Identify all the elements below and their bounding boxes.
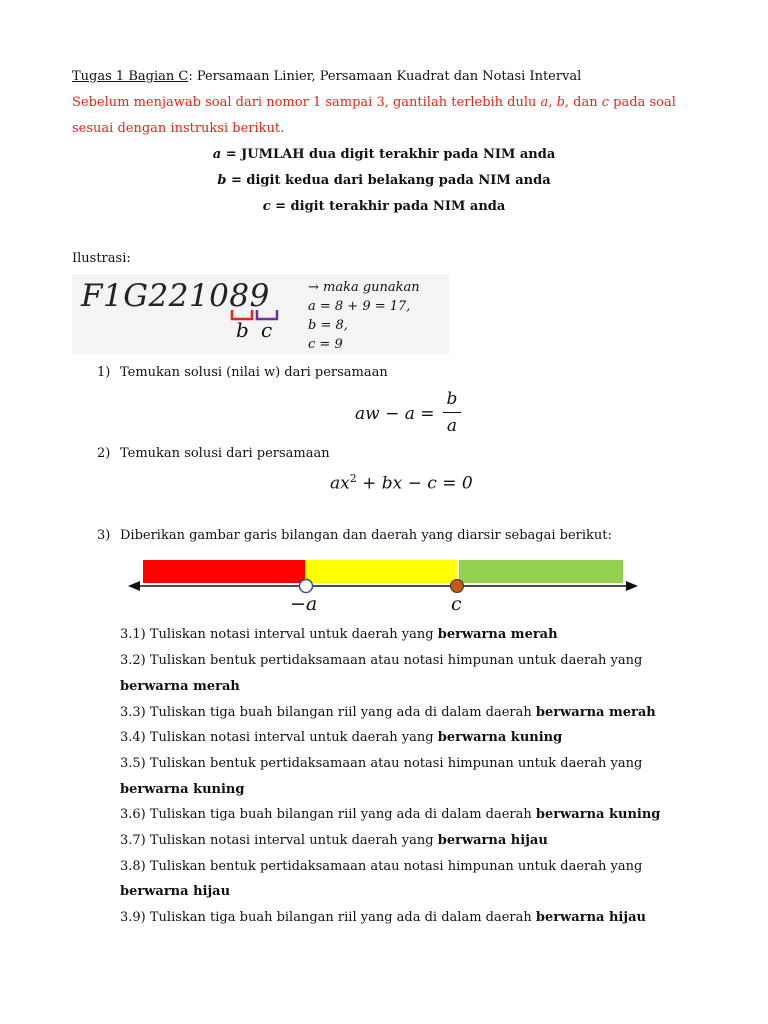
sq-text: 3.3) Tuliskan tiga buah bilangan riil yang ada di dalam daerah	[120, 705, 536, 720]
def-var: c	[262, 199, 271, 214]
sq-text: 3.8) Tuliskan bentuk pertidaksamaan atau notasi himpunan untuk daerah yang	[120, 859, 643, 874]
definition-b	[0, 173, 768, 189]
sq-text: 3.7) Tuliskan notasi interval untuk daerah yang	[120, 833, 438, 848]
title-underlined: Tugas 1 Bagian C	[72, 69, 189, 84]
q1-fraction-denominator: a	[446, 416, 458, 436]
subquestion-3-1	[120, 627, 558, 643]
sq-text: 3.5) Tuliskan bentuk pertidaksamaan atau notasi himpunan untuk daerah yang	[120, 756, 643, 771]
q3-text: Diberikan gambar garis bilangan dan daerah yang diarsir sebagai berikut:	[120, 528, 612, 543]
subquestion-3-4	[120, 730, 562, 746]
sq-text: 3.1) Tuliskan notasi interval untuk daerah yang	[120, 627, 438, 642]
q2-number: 2)	[97, 446, 111, 461]
sq-text: 3.6) Tuliskan tiga buah bilangan riil yang ada di dalam daerah	[120, 807, 536, 822]
subquestion-3-8-cont: berwarna hijau	[120, 884, 231, 899]
q1-text: Temukan solusi (nilai w) dari persamaan	[120, 365, 388, 380]
nim-example: F1G221089	[81, 278, 270, 314]
fraction-bar	[443, 412, 461, 413]
subquestion-3-5-cont: berwarna kuning	[120, 782, 245, 797]
subquestion-3-9	[120, 910, 646, 926]
note-line: → maka gunakan	[308, 280, 420, 295]
illustration-label: Ilustrasi:	[72, 251, 131, 266]
bracket-label-b: b	[236, 318, 249, 342]
left-arrow-icon	[128, 581, 140, 591]
right-arrow-icon	[626, 581, 638, 591]
note-line: c = 9	[308, 337, 343, 352]
red-region	[143, 560, 305, 583]
sq-bold: berwarna hijau	[535, 910, 646, 925]
definition-a	[0, 147, 768, 163]
eq-part: ax	[330, 473, 350, 494]
q1-number: 1)	[97, 365, 111, 380]
subquestion-3-3	[120, 705, 656, 721]
var-c: c	[601, 95, 610, 110]
instruction-line-2: sesuai dengan instruksi berikut.	[72, 121, 285, 136]
sq-bold: berwarna kuning	[535, 807, 661, 822]
instruction-line-1	[72, 95, 676, 111]
eq-exponent: 2	[349, 472, 357, 485]
var-a: a	[540, 95, 549, 110]
subquestion-3-2	[120, 653, 642, 669]
page-title	[72, 69, 581, 85]
sep: ,	[548, 95, 557, 110]
subquestion-3-7	[120, 833, 548, 849]
sq-bold: berwarna hijau	[437, 833, 548, 848]
subquestion-3-8	[120, 859, 642, 875]
q1-fraction-numerator: b	[446, 389, 458, 409]
note-line: b = 8,	[308, 318, 348, 333]
sq-bold: berwarna kuning	[437, 730, 563, 745]
bracket-label-c: c	[261, 318, 273, 342]
label-c: c	[451, 593, 462, 615]
sq-text: 3.4) Tuliskan notasi interval untuk daerah yang	[120, 730, 438, 745]
q3-number: 3)	[97, 528, 111, 543]
subquestion-3-6	[120, 807, 660, 823]
def-var: a	[212, 147, 222, 162]
eq-part: + bx − c = 0	[356, 473, 473, 494]
illustration-note	[308, 278, 420, 354]
definition-c	[0, 199, 768, 215]
open-circle-neg-a	[300, 580, 313, 593]
sq-bold: berwarna merah	[437, 627, 558, 642]
title-rest: : Persamaan Linier, Persamaan Kuadrat dan Notasi Interval	[188, 69, 582, 84]
sep: , dan	[564, 95, 602, 110]
sq-text: 3.2) Tuliskan bentuk pertidaksamaan atau notasi himpunan untuk daerah yang	[120, 653, 643, 668]
var-b: b	[556, 95, 565, 110]
note-line: a = 8 + 9 = 17,	[308, 299, 411, 314]
sq-text: 3.9) Tuliskan tiga buah bilangan riil yang ada di dalam daerah	[120, 910, 536, 925]
def-text: = JUMLAH dua digit terakhir pada NIM anda	[221, 147, 556, 162]
number-line	[0, 550, 768, 620]
illustration-box	[72, 274, 449, 354]
q2-text: Temukan solusi dari persamaan	[120, 446, 330, 461]
sq-bold: berwarna merah	[535, 705, 656, 720]
yellow-region	[305, 560, 457, 583]
def-text: = digit kedua dari belakang pada NIM anda	[226, 173, 551, 188]
q1-equation-lhs: aw − a =	[355, 404, 435, 424]
def-text: = digit terakhir pada NIM anda	[270, 199, 506, 214]
q2-equation	[330, 472, 473, 494]
subquestion-3-5	[120, 756, 642, 772]
green-region	[459, 560, 623, 583]
instruction-text: pada soal	[609, 95, 676, 110]
subquestion-3-2-cont: berwarna merah	[120, 679, 240, 694]
def-var: b	[217, 173, 227, 188]
label-neg-a: −a	[290, 593, 318, 615]
instruction-text: Sebelum menjawab soal dari nomor 1 sampai 3, gantilah terlebih dulu	[72, 95, 541, 110]
closed-circle-c	[451, 580, 464, 593]
